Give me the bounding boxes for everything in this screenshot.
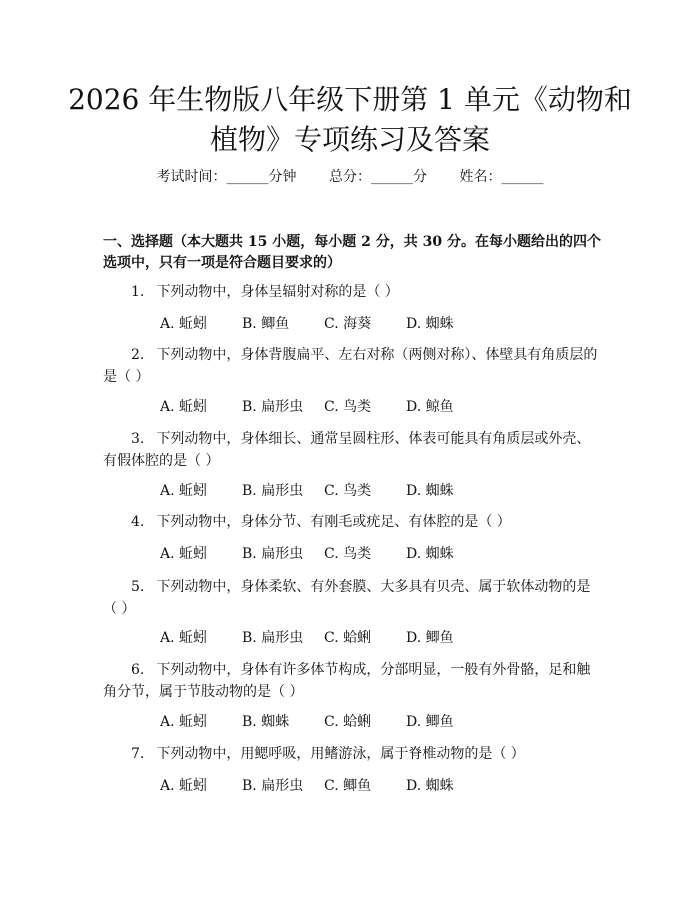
question-1-options xyxy=(160,314,620,334)
question-2 xyxy=(103,344,598,388)
option-b[interactable]: B. 扁形虫 xyxy=(242,778,304,794)
option-c[interactable]: C. 鲫鱼 xyxy=(324,778,372,794)
question-text: 下列动物中，身体有许多体节构成，分部明显，一般有外骨骼，足和触角分节，属于节肢动物的是（ ） xyxy=(103,662,591,700)
option-c[interactable]: C. 鸟类 xyxy=(324,399,372,415)
option-b[interactable]: B. 蜘蛛 xyxy=(242,714,290,730)
option-a[interactable]: A. 蚯蚓 xyxy=(160,630,208,646)
option-d[interactable]: D. 鲸鱼 xyxy=(406,399,454,415)
question-5 xyxy=(103,576,598,620)
question-7-options xyxy=(160,776,620,796)
question-3-options xyxy=(160,481,620,501)
question-5-options xyxy=(160,628,620,648)
exam-info-row xyxy=(0,167,700,187)
question-1 xyxy=(103,281,598,303)
option-d[interactable]: D. 蜘蛛 xyxy=(406,778,454,794)
option-b[interactable]: B. 扁形虫 xyxy=(242,399,304,415)
page-title xyxy=(60,80,640,160)
question-number: 1. xyxy=(131,284,145,300)
option-a[interactable]: A. 蚯蚓 xyxy=(160,778,208,794)
question-6 xyxy=(103,659,598,703)
question-number: 2. xyxy=(131,347,145,363)
option-a[interactable]: A. 蚯蚓 xyxy=(160,316,208,332)
option-d[interactable]: D. 蜘蛛 xyxy=(406,316,454,332)
option-d[interactable]: D. 鲫鱼 xyxy=(406,714,454,730)
question-3 xyxy=(103,428,598,472)
option-a[interactable]: A. 蚯蚓 xyxy=(160,546,208,562)
question-number: 5. xyxy=(131,579,145,595)
question-text: 下列动物中，身体背腹扁平、左右对称（两侧对称）、体壁具有角质层的是（ ） xyxy=(103,347,598,385)
option-b[interactable]: B. 扁形虫 xyxy=(242,483,304,499)
title-line-2: 植物》专项练习及答案 xyxy=(209,123,490,156)
option-b[interactable]: B. 扁形虫 xyxy=(242,546,304,562)
option-a[interactable]: A. 蚯蚓 xyxy=(160,714,208,730)
question-2-options xyxy=(160,397,620,417)
option-d[interactable]: D. 蜘蛛 xyxy=(406,546,454,562)
title-line-1: 2026 年生物版八年级下册第 1 单元《动物和 xyxy=(68,83,632,116)
question-number: 4. xyxy=(131,514,145,530)
option-c[interactable]: C. 鸟类 xyxy=(324,483,372,499)
question-7 xyxy=(103,743,598,765)
option-d[interactable]: D. 鲫鱼 xyxy=(406,630,454,646)
student-name-field: 姓名：______ xyxy=(459,169,544,185)
question-number: 3. xyxy=(131,431,145,447)
question-text: 下列动物中，身体柔软、有外套膜、大多具有贝壳、属于软体动物的是（ ） xyxy=(103,579,591,617)
option-c[interactable]: C. 海葵 xyxy=(324,316,372,332)
question-number: 6. xyxy=(131,662,145,678)
question-text: 下列动物中，身体细长、通常呈圆柱形、体表可能具有角质层或外壳、有假体腔的是（ ） xyxy=(103,431,591,469)
question-6-options xyxy=(160,712,620,732)
question-number: 7. xyxy=(131,746,145,762)
total-score-field: 总分：______分 xyxy=(329,169,427,185)
option-b[interactable]: B. 鲫鱼 xyxy=(242,316,290,332)
question-4 xyxy=(103,511,598,533)
option-b[interactable]: B. 扁形虫 xyxy=(242,630,304,646)
exam-time-field: 考试时间：______分钟 xyxy=(156,169,297,185)
question-text: 下列动物中，身体呈辐射对称的是（ ） xyxy=(156,284,399,300)
option-c[interactable]: C. 蛤蜊 xyxy=(324,630,372,646)
option-c[interactable]: C. 蛤蜊 xyxy=(324,714,372,730)
section-heading: 一、选择题（本大题共 15 小题，每小题 2 分，共 30 分。在每小题给出的四个选项中，只有一项是符合题目要求的） xyxy=(103,234,601,271)
question-text: 下列动物中，用鳃呼吸，用鳍游泳，属于脊椎动物的是（ ） xyxy=(156,746,525,762)
question-text: 下列动物中，身体分节、有刚毛或疣足、有体腔的是（ ） xyxy=(156,514,511,530)
option-a[interactable]: A. 蚯蚓 xyxy=(160,483,208,499)
option-d[interactable]: D. 蜘蛛 xyxy=(406,483,454,499)
option-c[interactable]: C. 鸟类 xyxy=(324,546,372,562)
option-a[interactable]: A. 蚯蚓 xyxy=(160,399,208,415)
question-4-options xyxy=(160,544,620,564)
